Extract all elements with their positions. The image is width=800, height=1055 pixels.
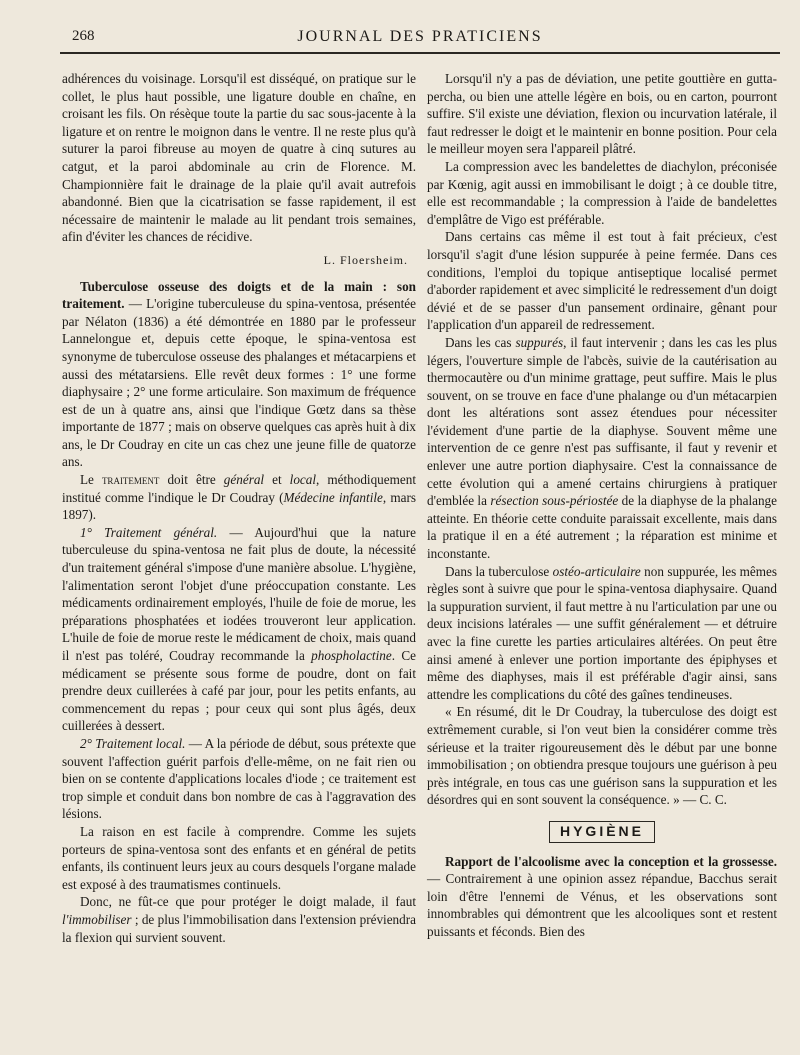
paragraph: Dans les cas suppurés, il faut intervenir ; dans les cas les plus légers, l'ouverture simple de l'abcès, suivie de la cautérisation au thermocautère ou d'un minime grattage, peut suffire. Mais le plus souvent, on se trouve en face d'une phalange ou d'un métacarpien dont les altérations sont assez étendues pour nécessiter l'évidement d'une partie de la diaphyse. Souvent même une intervention de ce genre n'est pas suffisante, il faut y revenir et enlever une autre portion diaphysaire. C'est la connaissance de cette évolution qui a amené certains chirurgiens à pratiquer d'emblée la résection sous-périostée de la diaphyse de la phalange atteinte. En théorie cette conduite paraissait excellente, mais dans la pratique il en a été autrement ; la réparation est minime et inconstante. <box>427 334 778 562</box>
right-column <box>427 70 777 941</box>
paragraph: adhérences du voisinage. Lorsqu'il est disséqué, on pratique sur le collet, le plus haut possible, une ligature double en chaîne, en croisant les fils. On résèque toute la partie du sac sous-jacente à la ligature et on rentre le moignon dans le ventre. Il ne reste plus qu'à suturer la paroi fibreuse au moyen de quatre à cinq sutures au catgut, et la paroi abdominale au crin de Florence. M. Championnière fait le drainage de la plaie qu'il avait autrefois abandonné. Bien que la cicatrisation se fasse rapidement, il est nécessaire de maintenir le malade au lit pendant trois semaines, afin d'éviter les chances de récidive. <box>62 71 416 245</box>
article-title: Rapport de l'alcoolisme avec la conception et la grossesse. <box>445 853 777 869</box>
subsection-label: 2° Traitement local. <box>80 735 186 751</box>
article-paragraph: Rapport de l'alcoolisme avec la conception et la grossesse. — Contrairement à une opinion assez répandue, Bacchus serait loin d'être l'ennemi de Vénus, et les observations sont innombrables qui démontrent que les alcooliques sont et restent puissants et féconds. Bien des <box>427 853 777 939</box>
paragraph: Lorsqu'il n'y a pas de déviation, une petite gouttière en gutta-percha, ou bien une attelle légère en bois, ou en carton, pourront suffire. S'il existe une déviation, flexion ou incurvation latérale, il faut redresser le doigt et le maintenir en bonne position. Pour cela le meilleur moyen sera l'appareil plâtré. <box>427 71 777 157</box>
paragraph: La raison en est facile à comprendre. Comme les sujets porteurs de spina-ventosa sont des enfants et en général de petits enfants, ils continuent leurs jeux au cours desquels l'organe malade est exposé à des traumatismes continuels. <box>62 823 416 892</box>
paragraph: 1° Traitement général. — Aujourd'hui que la nature tuberculeuse du spina-ventosa ne fait plus de doute, la nécessité d'un traitement général s'impose d'une manière absolue. L'hygiène, l'alimentation seront l'objet d'une préoccupation constante. Les médicaments ordinairement employés, l'huile de foie de morue, les préparations phosphatées et iodées trouveront leur application. L'huile de foie de morue reste le médicament de choix, mais quand il n'est pas toléré, Coudray recommande la phospholactine. Ce médicament se présente sous forme de poudre, dont on fait prendre deux cuillerées à café par jour, pour les petits enfants, au commencement du repas ; pour ceux qui sont plus âgés, deux cuillerées à dessert. <box>62 524 416 734</box>
paragraph: Dans la tuberculose ostéo-articulaire non suppurée, les mêmes règles sont à suivre que pour le spina-ventosa diaphysaire. Quand la suppuration survient, il faut mettre à nu l'articulation par une ou deux incisions latérales — une suffit généralement — et détruire avec la fine curette les parties articulaires altérées. On peut être ainsi amené à enlever une portion importante des épiphyses et même des diaphyses, mais il est préférable d'agir ainsi, sans attendre les complications du côté des gaînes tendineuses. <box>427 563 778 702</box>
subsection-label: 1° Traitement général. <box>80 524 218 540</box>
paragraph: La compression avec les bandelettes de diachylon, préconisée par Kœnig, agit aussi en immobilisant le doigt ; à ce double titre, elle est recommandable ; la compression à l'aide de bandelettes d'emplâtre de Vigo est préférable. <box>427 158 777 227</box>
paragraph: Donc, ne fût-ce que pour protéger le doigt malade, il faut l'immobiliser ; de plus l'immobilisation dans l'extension préviendra la flexion qui survient souvent. <box>62 894 416 945</box>
paragraph: 2° Traitement local. — A la période de début, sous prétexte que souvent l'affection guérit parfois d'elle-même, on ne fait rien ou bien on se contente d'applications locales d'iode ; ce traitement est trop simple et conduit dans bon nombre de cas à l'aggravation des lésions. <box>62 735 416 822</box>
paragraph: « En résumé, dit le Dr Coudray, la tuberculose des doigt est extrêmement curable, si l'on veut bien la considérer comme très sérieuse et la traiter rigoureusement dès le début par une bonne immobilisation ; on obtiendra presque toujours une guérison à peu près intégrale, en tous cas une guérison sans la suppuration et les désordres qui en sont souvent la conséquence. » — C. C. <box>427 704 777 808</box>
article-paragraph: Tuberculose osseuse des doigts et de la main : son traitement. — L'origine tuberculeuse du spina-ventosa, présentée par Nélaton (1836) a été démontrée en 1880 par le professeur Lannelongue et, depuis cette époque, le spina-ventosa est synonyme de tuberculose osseuse des phalanges et métacarpiens et aussi des métatarsiens. Elle revêt deux formes : 1° une forme diaphysaire ; 2° une forme articulaire. Son maximum de fréquence est de un à quatre ans, ainsi que l'indique Gœtz dans sa thèse importante de 1877 ; mais on observe quelques cas après huit à dix ans, le Dr Coudray en cite un cas chez une jeune fille de quatorze ans. <box>62 278 416 470</box>
page-header <box>60 26 780 54</box>
section-heading: HYGIÈNE <box>427 821 777 843</box>
page-number: 268 <box>72 28 95 44</box>
author-signature: L. Floersheim. <box>323 252 408 267</box>
article-title: Tuberculose osseuse des doigts et de la main : son traitement. <box>62 278 416 312</box>
running-title: JOURNAL DES PRATICIENS <box>297 28 543 45</box>
paragraph: Le traitement doit être général et local, méthodiquement institué comme l'indique le Dr Coudray (Médecine infantile, mars 1897). <box>62 472 416 523</box>
paragraph: Dans certains cas même il est tout à fait précieux, c'est lorsqu'il s'agit d'une lésion suppurée à peine fermée. Dans ces conditions, l'emploi du topique antiseptique localisé permet d'aborder rapidement et avec simplicité le redressement d'un doigt dévié et de se passer d'un pansement ordinaire, gênant pour l'application d'un appareil de redressement. <box>427 229 777 333</box>
left-column <box>62 70 416 946</box>
